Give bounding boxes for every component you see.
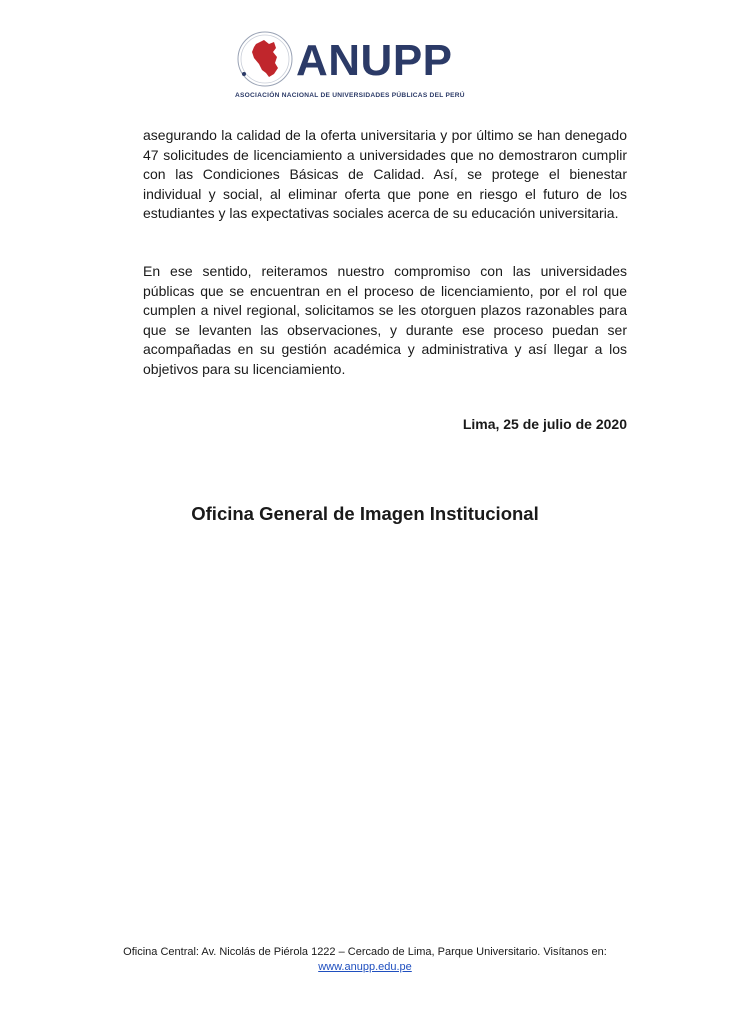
footer-address: Oficina Central: Av. Nicolás de Piérola 1222 – Cercado de Lima, Parque Universitario. Visítanos en: [123, 946, 607, 958]
body-paragraph-2: En ese sentido, reiteramos nuestro compromiso con las universidades públicas que se encuentran en el proceso de licenciamiento, por el rol que cumplen a nivel regional, solicitamos se les otorguen plazos razonables para que se levanten las observaciones, y durante ese proceso puedan ser acompañadas en su gestión académica y administrativa y así llegar a los objetivos para su licenciamiento. [143, 263, 627, 377]
document-date: Lima, 25 de julio de 2020 [462, 416, 627, 432]
logo-subtitle: ASOCIACIÓN NACIONAL DE UNIVERSIDADES PÚBLICAS DEL PERÚ [235, 92, 465, 99]
letterhead [230, 26, 490, 106]
footer-website-link[interactable]: www.anupp.edu.pe [318, 961, 412, 973]
logo-wordmark: ANUPP [296, 36, 453, 85]
body-paragraph-1: asegurando la calidad de la oferta universitaria y por último se han denegado 47 solicitudes de licenciamiento a universidades que no demostraron cumplir con las Condiciones Básicas de Calidad. Así, se protege el bienestar individual y social, al eliminar oferta que pone en riesgo el futuro de los estudiantes y las expectativas sociales acerca de su educación universitaria. [143, 127, 627, 221]
peru-map-emblem-icon [236, 30, 294, 88]
issuing-office: Oficina General de Imagen Institucional [191, 503, 539, 524]
page-footer [0, 945, 730, 975]
